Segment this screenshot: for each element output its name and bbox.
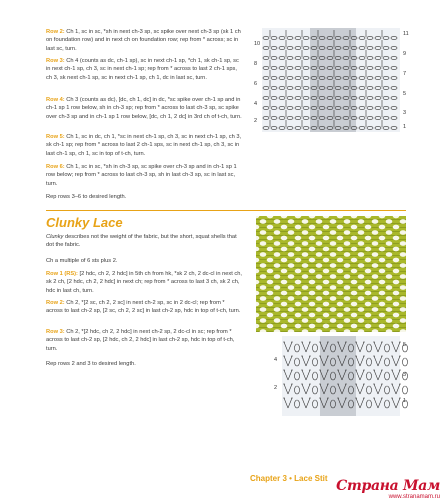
section-rule <box>46 210 406 211</box>
chart-repeat-highlight <box>310 28 356 132</box>
row-number: 11 <box>403 31 409 37</box>
intro-em: Clunky <box>46 234 64 240</box>
watermark-logo: Страна Мам <box>336 478 440 494</box>
row-number: 2 <box>254 118 258 124</box>
row2-paragraph <box>46 28 242 53</box>
row-number: 1 <box>403 398 407 404</box>
row-label: Row 5: <box>46 134 65 140</box>
row-number: 9 <box>403 51 407 57</box>
row-label: Row 3: <box>46 58 65 64</box>
clunky-row1-paragraph <box>46 270 242 295</box>
row-number: 5 <box>403 342 407 348</box>
row-text: Ch 3 (counts as dc), [dc, ch 1, dc] in dc, *sc spike over ch-1 sp and in ch-1 sp 1 row below, sh in ch-3 sp; rep from * across to last ch-3 sp, sc spike over ch-3 sp and in ch-1 sp 1 row below, [dc, ch 1, 2 dc] in 3rd ch of t-ch, turn. <box>46 97 242 120</box>
watermark-url: www.stranamam.ru <box>388 494 440 500</box>
cluster-stitch-mark <box>403 386 408 394</box>
row-text: Ch 1, sc in sc, *sh in next ch-3 sp, sc spike over next ch-3 sp (sk 1 ch on foundation row) and in next ch on foundation row; rep from * across; sc in last sc, turn. <box>46 29 241 52</box>
row-number: 1 <box>403 124 407 130</box>
row-number: 3 <box>403 110 407 116</box>
clunky-repeat-text: Rep rows 2 and 3 to desired length. <box>46 361 136 367</box>
cluster-stitch-mark <box>403 358 408 366</box>
repeat-text: Rep rows 3–6 to desired length. <box>46 194 127 200</box>
section-heading: Clunky Lace <box>46 215 123 230</box>
row-text: Ch 1, sc in sc, *sh in ch-3 sp, sc spike over ch-3 sp and in ch-1 sp 1 row below; rep from * across to last ch-3 sp, sh in last ch-3 sp, sc in last sc, turn. <box>46 164 237 187</box>
row-label: Row 3: <box>46 329 65 335</box>
row3-paragraph <box>46 57 242 82</box>
intro-paragraph <box>46 233 242 250</box>
lace-swatch-photo <box>256 216 406 332</box>
chain-text: Ch a multiple of 6 sts plus 2. <box>46 258 118 264</box>
footer-running-head <box>250 474 328 483</box>
row-number: 3 <box>403 372 407 378</box>
footer-title: Lace Stit <box>294 474 328 483</box>
row-number: 10 <box>254 41 261 47</box>
row4-paragraph <box>46 96 242 121</box>
row-text: Ch 4 (counts as dc, ch-1 sp), sc in next ch-1 sp, *ch 1, sk ch-1 sp, sc in next ch-1 sp, ch 3, sc in next ch-1 sp; rep from * across to last 2 ch-1 sps, ch 3, sk next ch-1 sp, sc in next ch-1 sp, ch 1, dc in last sc, turn. <box>46 58 239 81</box>
row-text: Ch 1, sc in dc, ch 1, *sc in next ch-1 sp, ch 3, sc in next ch-1 sp, ch 3, sk ch-1 sp; rep from * across to last 2 ch-1 sps, sc in next ch-1 sp, ch 3, sc in last ch-1 sp, ch 1, sc in top of t-ch, turn. <box>46 134 242 157</box>
row-label: Row 1 (RS): <box>46 271 78 277</box>
row-label: Row 2: <box>46 29 65 35</box>
row-text: Ch 2, *[2 hdc, ch 2, 2 hdc] in next ch-2 sp, 2 dc-cl in sc; rep from * across to last ch-2 sp, [2 hdc, ch 2, 2 hdc] in last ch-2 sp, hdc in top of t-ch, turn. <box>46 329 235 352</box>
row-number: 4 <box>254 101 258 107</box>
intro-text: describes not the weight of the fabric, but the short, squat shells that dot the fabric. <box>46 234 237 249</box>
row-text: Ch 2, *[2 sc, ch 2, 2 sc] in next ch-2 sp, sc in 2 dc-cl; rep from * across to last ch-2 sp, [2 sc, ch 2, 2 sc] in last ch-2 sp, hdc in top of t-ch, turn. <box>46 300 241 315</box>
row-label: Row 6: <box>46 164 65 170</box>
row-number: 4 <box>274 357 278 363</box>
clunky-row3-paragraph <box>46 328 242 353</box>
row6-paragraph <box>46 163 242 188</box>
stitch-chart-bottom <box>274 336 412 416</box>
footer-separator: • <box>286 474 295 483</box>
row-label: Row 4: <box>46 97 65 103</box>
clunky-row2-paragraph <box>46 299 242 316</box>
row-label: Row 2: <box>46 300 65 306</box>
row-number: 5 <box>403 91 407 97</box>
row5-paragraph <box>46 133 242 158</box>
footer-chapter: Chapter 3 <box>250 474 287 483</box>
row-number: 6 <box>254 81 258 87</box>
row-text: [2 hdc, ch 2, 2 hdc] in 5th ch from hk, *sk 2 ch, 2 dc-cl in next ch, sk 2 ch, [2 hdc, ch 2, 2 hdc] in next ch; rep from * across to last 3 ch, sk 2 ch, hdc in last ch, turn. <box>46 271 243 294</box>
stitch-chart-top <box>254 28 414 132</box>
row-number: 2 <box>274 385 278 391</box>
row-number: 8 <box>254 61 258 67</box>
row-number: 7 <box>403 71 407 77</box>
